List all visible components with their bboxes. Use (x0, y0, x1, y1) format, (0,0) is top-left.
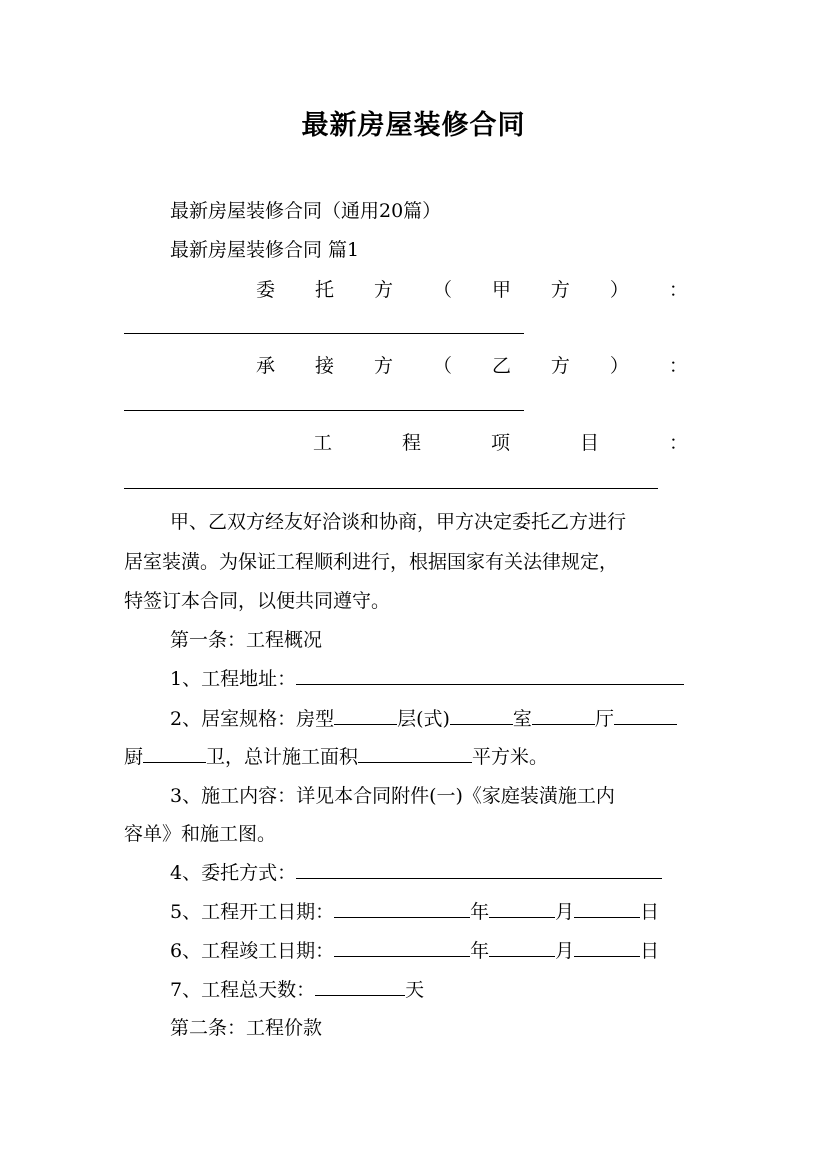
start-year-blank (334, 899, 470, 918)
item-3-line-2: 容单》和施工图。 (124, 823, 277, 845)
total-days-blank (315, 977, 405, 996)
area-blank (358, 744, 472, 763)
preamble-line-1: 甲、乙双方经友好洽谈和协商，甲方决定委托乙方进行 (170, 511, 627, 533)
item-2-room-spec-cont: 厨 卫，总计施工面积 平方米。 (124, 746, 549, 768)
floor-blank (450, 706, 513, 725)
end-month-blank (489, 938, 555, 957)
item-2-room-spec: 2、居室规格：房型 层(式) 室 厅 (170, 706, 677, 731)
article-2-heading: 第二条：工程价款 (170, 1017, 323, 1039)
item-3-line-1: 3、施工内容：详见本合同附件(一)《家庭装潢施工内 (170, 785, 615, 807)
party-b-blank (124, 410, 524, 411)
party-b-label: 承 接 方 （ 乙 方 ） ： (256, 355, 688, 377)
room-type-blank (334, 706, 397, 725)
item-5-start-date: 5、工程开工日期： 年 月 日 (170, 901, 660, 923)
item-1-address: 1、工程地址： (170, 666, 684, 691)
item-7-total-days: 7、工程总天数： 天 (170, 979, 425, 1001)
document-title: 最新房屋装修合同 (301, 110, 526, 141)
party-a-label: 委 托 方 （ 甲 方 ） ： (256, 279, 688, 301)
contract-subtitle: 最新房屋装修合同（通用20篇） (170, 200, 442, 222)
section-heading: 最新房屋装修合同 篇1 (170, 239, 360, 261)
project-label: 工 程 项 目 ： (313, 432, 688, 454)
end-day-blank (574, 938, 640, 957)
preamble-line-2: 居室装潢。为保证工程顺利进行，根据国家有关法律规定， (124, 551, 619, 573)
start-month-blank (489, 899, 555, 918)
address-blank (296, 666, 684, 685)
end-year-blank (334, 938, 470, 957)
item-6-end-date: 6、工程竣工日期： 年 月 日 (170, 940, 660, 962)
item-4-method: 4、委托方式： (170, 860, 662, 885)
method-blank (296, 860, 662, 879)
article-1-heading: 第一条：工程概况 (170, 629, 323, 651)
kitchen-count-blank (143, 744, 206, 763)
preamble-line-3: 特签订本合同，以便共同遵守。 (124, 590, 391, 612)
hall-count-blank (614, 706, 677, 725)
start-day-blank (574, 899, 640, 918)
party-a-blank (124, 333, 524, 334)
room-count-blank (532, 706, 595, 725)
project-blank (124, 488, 658, 489)
